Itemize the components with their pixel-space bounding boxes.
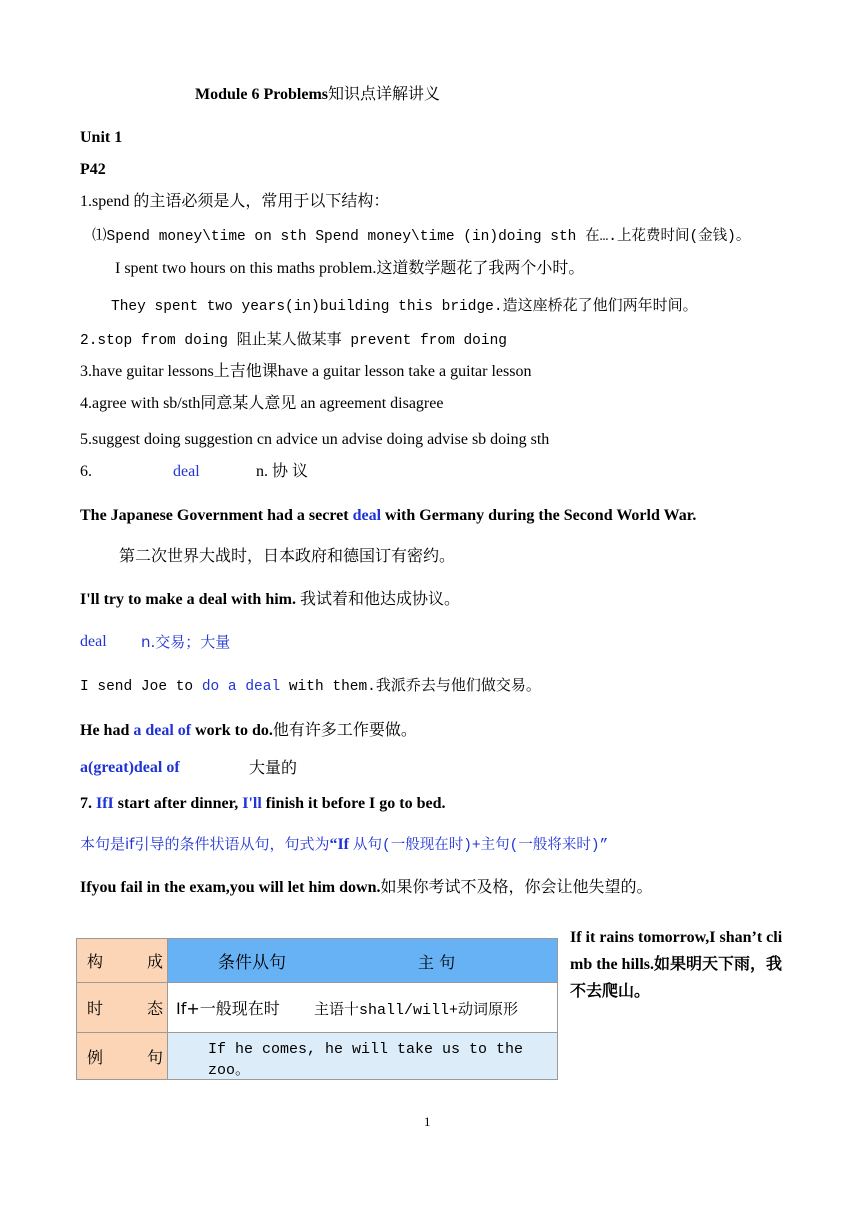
item-1-example-2 [111,295,698,317]
example-2-chinese: 造这座桥花了他们两年时间。 [502,296,698,314]
page-title [195,84,440,105]
example-sentence: If he comes, he will take us to the zoo。 [208,1041,524,1079]
deal-example-4-phrase: a deal of [133,722,192,739]
item-6-meaning: n. 协 议 [256,463,309,480]
deal-example-3-chinese: 我派乔去与他们做交易。 [375,676,541,694]
deal-example-1-before: The Japanese Government had a secret [80,507,353,524]
header-cells [168,939,558,983]
deal-example-1-after: with Germany during the Second World War. [381,507,697,524]
tense-cells [168,983,558,1033]
title-cn: 知识点详解讲义 [328,84,441,103]
explanation-b: “If [329,836,354,853]
item-2-chinese: 阻止某人做某事 [236,330,342,348]
header-main: 主 句 [418,953,456,972]
explanation-a: 本句是if引导的条件状语从句，句式为 [80,835,330,853]
grammar-explanation [80,834,608,856]
if-example [80,877,652,898]
item-2-stop: 2.stop from doing [80,333,237,349]
item-4: 4.agree with sb/sth同意某人意见 an agreement disagree [80,395,444,412]
example-cell [168,1033,558,1080]
item-3: 3.have guitar lessons上吉他课have a guitar lesson take a guitar lesson [80,363,532,380]
row-label-structure: 构 成 [77,939,168,983]
deal-example-4-a: He had [80,722,134,739]
deal-example-3-c: with them. [280,679,376,695]
deal-example-1 [80,506,696,526]
item-1-structure: ⑴Spend money\time on sth Spend money\time (in)doing sth 在….上花费时间(金钱)。 [92,229,751,245]
row-label-example: 例 句 [77,1033,168,1080]
item-7-if: IfI [96,795,114,812]
deal-example-4-c: work to do. [191,722,273,739]
page-number: 1 [424,1114,431,1129]
deal-example-1-keyword: deal [352,507,382,524]
explanation-c: 从句(一般现在时)+主句(一般将来时)” [353,838,609,854]
unit-heading: Unit 1 [80,129,123,146]
phrase-great-deal: a(great)deal of [80,759,180,776]
title-en: Module 6 Problems [195,86,329,103]
item-6-word: deal [173,463,200,480]
item-2 [80,329,507,351]
if-example-english: Ifyou fail in the exam,you will let him down. [80,879,381,896]
row-label-tense: 时 态 [77,983,168,1033]
deal-word-2: deal [80,633,107,650]
item-1-heading: 1.spend 的主语必须是人，常用于以下结构： [80,193,390,210]
tense-main: 主语十shall/will+动词原形 [314,1002,519,1019]
page-reference: P42 [80,161,106,178]
phrase-great-deal-chinese: 大量的 [249,758,298,777]
example-2-english: They spent two years(in)building this bridge. [111,299,503,315]
table-row-structure [77,939,558,983]
deal-meaning-2: n.交易；大量 [141,633,231,651]
if-example-chinese: 如果你考试不及格，你会让他失望的。 [380,877,653,896]
item-7 [80,794,446,814]
item-1-example-1: I spent two hours on this maths problem.这道数学题花了我两个小时。 [115,260,585,277]
item-5: 5.suggest doing suggestion cn advice un advise doing advise sb doing sth [80,431,550,448]
item-2-prevent: prevent from doing [341,333,507,349]
deal-example-4 [80,720,417,741]
item-7-ill: I'll [242,795,262,812]
deal-example-2-chinese: 我试着和他达成协议。 [300,589,461,608]
deal-example-1-chinese: 第二次世界大战时，日本政府和德国订有密约。 [119,546,456,565]
side-note: If it rains tomorrow,I shan’t climb the hills.如果明天下雨，我不去爬山。 [570,929,783,1000]
deal-example-2 [80,589,460,610]
table-row-example [77,1033,558,1080]
item-7-end: finish it before I go to bed. [261,795,446,812]
deal-example-4-chinese: 他有许多工作要做。 [272,720,417,739]
deal-example-2-english: I'll try to make a deal with him. [80,591,300,608]
deal-example-3-a: I send Joe to [80,679,202,695]
conditional-table [76,938,558,1080]
item-7-number: 7. [80,795,96,812]
table-row-tense [77,983,558,1033]
item-7-middle: start after dinner, [113,795,243,812]
deal-example-3 [80,675,541,697]
tense-condition: If+一般现在时 [176,999,280,1018]
item-6-number: 6. [80,463,92,480]
header-condition: 条件从句 [218,953,286,973]
deal-example-3-phrase: do a deal [201,679,281,695]
